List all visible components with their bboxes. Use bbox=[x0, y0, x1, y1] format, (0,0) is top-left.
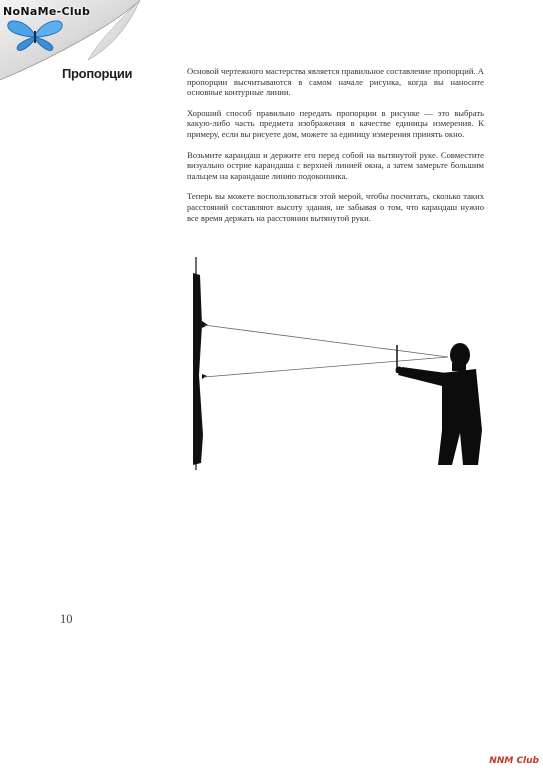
paragraph: Основой чертежного мастерства является правильное составление пропорций. А пропорции высчитываются в самом начале рисунка, когда вы наносите основные контурные линии. bbox=[187, 66, 484, 98]
person-silhouette bbox=[396, 343, 483, 465]
measuring-illustration bbox=[180, 255, 490, 470]
butterfly-icon bbox=[6, 18, 64, 52]
paragraph: Хороший способ правильно передать пропорции в рисунке — это выбрать какую-либо часть предмета изображения в качестве единицы измерения. К примеру, если вы рисуете дом, можете за единицу измерения принять окно. bbox=[187, 107, 484, 139]
paragraph: Теперь вы можете воспользоваться этой мерой, чтобы посчитать, сколько таких расстояний составляют высоту здания, не забывая о том, что карандаш нужно все время держать на расстоянии вытянутой руки. bbox=[187, 191, 484, 223]
watermark-logo: NNM Club bbox=[489, 756, 539, 766]
site-logo-text: NoNaMe-Club bbox=[3, 5, 91, 18]
section-title: Пропорции bbox=[62, 66, 133, 81]
article-body bbox=[187, 66, 484, 233]
page-number: 10 bbox=[60, 612, 73, 626]
sight-line-top bbox=[204, 325, 448, 357]
wall-silhouette bbox=[193, 273, 203, 465]
paragraph: Возьмите карандаш и держите его перед собой на вытянутой руке. Совместите визуально острие карандаша с верхней линией окна, а затем замерьте большим пальцем на карандаше линию подоконника. bbox=[187, 149, 484, 181]
